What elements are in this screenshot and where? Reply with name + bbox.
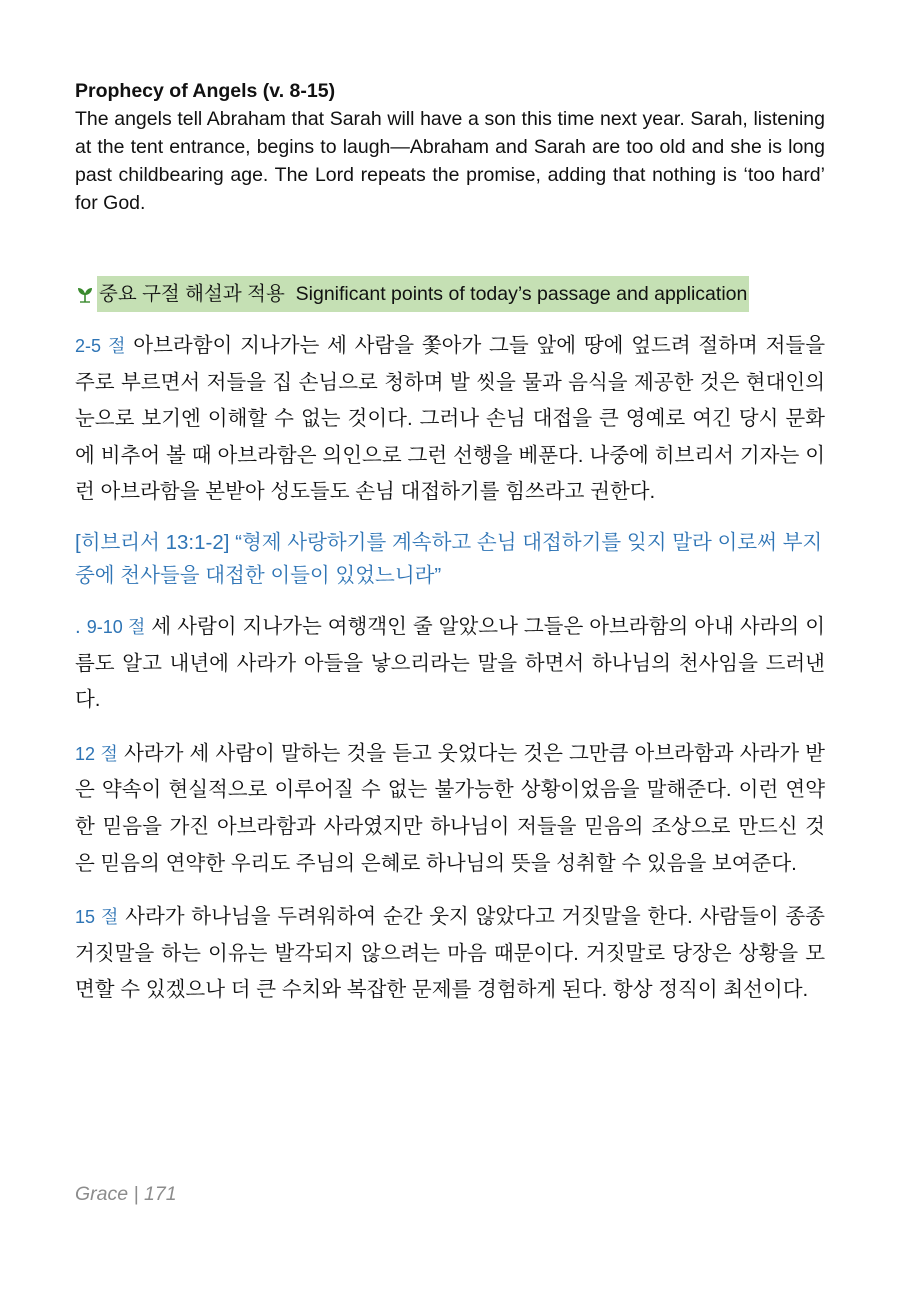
highlight-heading [75, 276, 825, 312]
paragraph-text: 아브라함이 지나가는 세 사람을 쫓아가 그들 앞에 땅에 엎드려 절하며 저들을 주로 부르면서 저들을 집 손님으로 청하며 발 씻을 물과 음식을 제공한 것은 현대인의 눈으로 보기엔 이해할 수 없는 것이다. 그러나 손님 대접을 큰 영예로 여긴 당시 문화에 비추어 볼 때 아브라함은 의인으로 그런 선행을 베푼다. 나중에 히브리서 기자는 이런 아브라함을 본받아 성도들도 손님 대접하기를 힘쓰라고 권한다. [75, 334, 826, 504]
section-title: Prophecy of Angels (v. 8-15) [75, 80, 336, 102]
highlight-english: Significant points of today’s passage and application [295, 283, 748, 305]
verse-ref: 15 절 [75, 907, 119, 928]
commentary-paragraph [75, 736, 825, 882]
highlight-korean: 중요 구절 해설과 적용 [99, 283, 285, 305]
verse-ref: 2-5 절 [75, 336, 126, 356]
section-body: The angels tell Abraham that Sarah will have a son this time next year. Sarah, listening at the tent entrance, begins to laugh—Abraham and Sarah are too old and she is long past childbearing age. The Lord repeats the promise, adding that nothing is ‘too hard’ for God. [75, 108, 825, 214]
paragraph-text: 사라가 하나님을 두려워하여 순간 웃지 않았다고 거짓말을 한다. 사람들이 종종 거짓말을 하는 이유는 발각되지 않으려는 마음 때문이다. 거짓말로 당장은 상황을 모면할 수 있겠으나 더 큰 수치와 복잡한 문제를 경험하게 된다. 항상 정직이 최선이다. [75, 905, 825, 1002]
paragraph-text: 세 사람이 지나가는 여행객인 줄 알았으나 그들은 아브라함의 아내 사라의 이름도 알고 내년에 사라가 아들을 낳으리라는 말을 하면서 하나님의 천사임을 드러낸다. [75, 614, 825, 712]
scripture-quote [75, 526, 825, 592]
verse-ref: 9-10 절 [86, 616, 146, 637]
page-content [75, 77, 825, 1009]
commentary-paragraph [75, 899, 825, 1009]
commentary-paragraph [75, 609, 825, 719]
verse-ref: 12 절 [75, 743, 118, 764]
highlight-label [97, 276, 749, 312]
commentary-paragraph [75, 328, 825, 511]
quote-ref: [히브리서 13:1-2] [75, 530, 230, 554]
paragraph-text: 사라가 세 사람이 말하는 것을 듣고 웃었다는 것은 그만큼 아브라함과 사라가 받은 약속이 현실적으로 이루어질 수 없는 불가능한 상황이었음을 말해준다. 이런 연약한 믿음을 가진 아브라함과 사라였지만 하나님이 저들을 믿음의 조상으로 만드신 것은 믿음의 연약한 우리도 주님의 은혜로 하나님의 뜻을 성취할 수 있음을 보여준다. [75, 741, 825, 875]
paragraph-prefix: . [75, 614, 81, 638]
quote-text: “형제 사랑하기를 계속하고 손님 대접하기를 잊지 말라 이로써 부지중에 천사들을 대접한 이들이 있었느니라” [75, 530, 823, 587]
page-footer: Grace | 171 [75, 1183, 177, 1205]
sprout-icon [75, 284, 95, 304]
